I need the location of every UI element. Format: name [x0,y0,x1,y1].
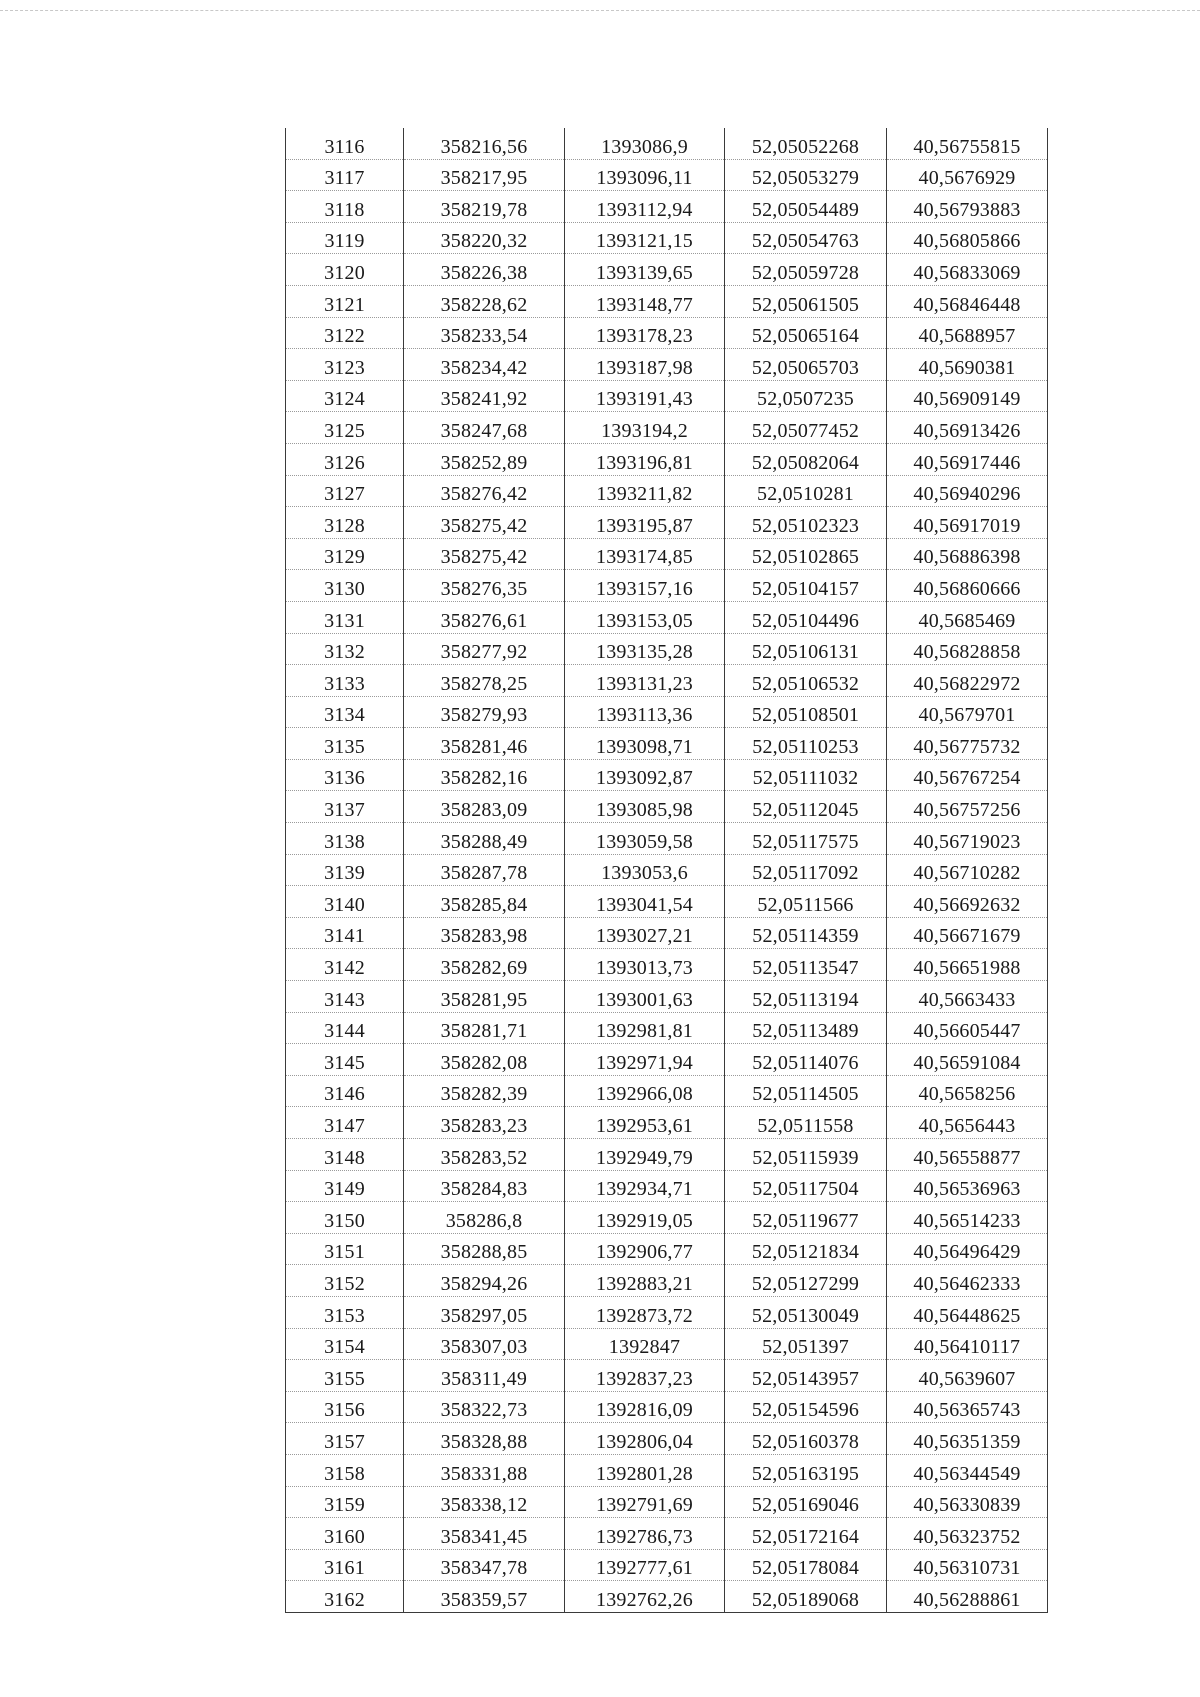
point-number-cell: 3147 [286,1107,404,1139]
latitude-cell: 52,05059728 [725,254,887,286]
latitude-cell: 52,05130049 [725,1296,887,1328]
y-coordinate-cell: 1393174,85 [565,538,725,570]
point-number-cell: 3126 [286,443,404,475]
table-row [286,665,1048,697]
point-number-cell: 3133 [286,665,404,697]
latitude-cell: 52,05054489 [725,191,887,223]
x-coordinate-cell: 358288,49 [404,823,565,855]
latitude-cell: 52,0511566 [725,886,887,918]
longitude-cell: 40,56448625 [887,1296,1048,1328]
point-number-cell: 3119 [286,222,404,254]
x-coordinate-cell: 358281,95 [404,981,565,1013]
x-coordinate-cell: 358282,08 [404,1044,565,1076]
longitude-cell: 40,56757256 [887,791,1048,823]
y-coordinate-cell: 1393001,63 [565,981,725,1013]
y-coordinate-cell: 1393053,6 [565,854,725,886]
table-row [286,791,1048,823]
longitude-cell: 40,56496429 [887,1233,1048,1265]
longitude-cell: 40,56651988 [887,949,1048,981]
longitude-cell: 40,56719023 [887,823,1048,855]
longitude-cell: 40,56755815 [887,128,1048,159]
x-coordinate-cell: 358285,84 [404,886,565,918]
point-number-cell: 3154 [286,1328,404,1360]
table-row [286,1202,1048,1234]
x-coordinate-cell: 358241,92 [404,380,565,412]
y-coordinate-cell: 1393013,73 [565,949,725,981]
point-number-cell: 3128 [286,507,404,539]
point-number-cell: 3141 [286,917,404,949]
y-coordinate-cell: 1393148,77 [565,285,725,317]
longitude-cell: 40,56886398 [887,538,1048,570]
table-row [286,128,1048,159]
longitude-cell: 40,56330839 [887,1486,1048,1518]
point-number-cell: 3130 [286,570,404,602]
point-number-cell: 3151 [286,1233,404,1265]
x-coordinate-cell: 358247,68 [404,412,565,444]
longitude-cell: 40,56767254 [887,759,1048,791]
latitude-cell: 52,0510281 [725,475,887,507]
y-coordinate-cell: 1392873,72 [565,1296,725,1328]
latitude-cell: 52,05106532 [725,665,887,697]
latitude-cell: 52,05065164 [725,317,887,349]
y-coordinate-cell: 1393085,98 [565,791,725,823]
latitude-cell: 52,05106131 [725,633,887,665]
table-row [286,1423,1048,1455]
longitude-cell: 40,56288861 [887,1581,1048,1613]
longitude-cell: 40,56323752 [887,1518,1048,1550]
latitude-cell: 52,05121834 [725,1233,887,1265]
y-coordinate-cell: 1393092,87 [565,759,725,791]
longitude-cell: 40,5679701 [887,696,1048,728]
point-number-cell: 3149 [286,1170,404,1202]
table-row [286,1139,1048,1171]
latitude-cell: 52,05052268 [725,128,887,159]
y-coordinate-cell: 1392966,08 [565,1075,725,1107]
table-row [286,601,1048,633]
latitude-cell: 52,05117575 [725,823,887,855]
table-row [286,1360,1048,1392]
longitude-cell: 40,56846448 [887,285,1048,317]
x-coordinate-cell: 358276,35 [404,570,565,602]
x-coordinate-cell: 358220,32 [404,222,565,254]
table-row [286,1328,1048,1360]
longitude-cell: 40,56558877 [887,1139,1048,1171]
latitude-cell: 52,05169046 [725,1486,887,1518]
x-coordinate-cell: 358322,73 [404,1391,565,1423]
point-number-cell: 3158 [286,1454,404,1486]
table-row [286,1454,1048,1486]
point-number-cell: 3122 [286,317,404,349]
x-coordinate-cell: 358331,88 [404,1454,565,1486]
point-number-cell: 3137 [286,791,404,823]
point-number-cell: 3159 [286,1486,404,1518]
table-row [286,1518,1048,1550]
y-coordinate-cell: 1393194,2 [565,412,725,444]
table-row [286,1233,1048,1265]
table-row [286,728,1048,760]
y-coordinate-cell: 1393157,16 [565,570,725,602]
y-coordinate-cell: 1392953,61 [565,1107,725,1139]
point-number-cell: 3116 [286,128,404,159]
longitude-cell: 40,56591084 [887,1044,1048,1076]
longitude-cell: 40,5688957 [887,317,1048,349]
longitude-cell: 40,56310731 [887,1549,1048,1581]
x-coordinate-cell: 358281,46 [404,728,565,760]
latitude-cell: 52,05102323 [725,507,887,539]
longitude-cell: 40,56710282 [887,854,1048,886]
point-number-cell: 3134 [286,696,404,728]
table-row [286,317,1048,349]
y-coordinate-cell: 1392801,28 [565,1454,725,1486]
latitude-cell: 52,05115939 [725,1139,887,1171]
y-coordinate-cell: 1393086,9 [565,128,725,159]
latitude-cell: 52,05160378 [725,1423,887,1455]
longitude-cell: 40,56805866 [887,222,1048,254]
latitude-cell: 52,05104496 [725,601,887,633]
point-number-cell: 3117 [286,159,404,191]
table-row [286,349,1048,381]
point-number-cell: 3123 [286,349,404,381]
point-number-cell: 3143 [286,981,404,1013]
table-row [286,1170,1048,1202]
longitude-cell: 40,56793883 [887,191,1048,223]
x-coordinate-cell: 358328,88 [404,1423,565,1455]
latitude-cell: 52,05113194 [725,981,887,1013]
table-row [286,191,1048,223]
latitude-cell: 52,05104157 [725,570,887,602]
y-coordinate-cell: 1393139,65 [565,254,725,286]
x-coordinate-cell: 358279,93 [404,696,565,728]
x-coordinate-cell: 358276,42 [404,475,565,507]
table-row [286,886,1048,918]
y-coordinate-cell: 1393196,81 [565,443,725,475]
latitude-cell: 52,05154596 [725,1391,887,1423]
table-row [286,507,1048,539]
table-row [286,1296,1048,1328]
longitude-cell: 40,56909149 [887,380,1048,412]
table-row [286,254,1048,286]
table-row [286,854,1048,886]
longitude-cell: 40,56917019 [887,507,1048,539]
y-coordinate-cell: 1393211,82 [565,475,725,507]
table-row [286,1486,1048,1518]
latitude-cell: 52,05163195 [725,1454,887,1486]
point-number-cell: 3139 [286,854,404,886]
longitude-cell: 40,5676929 [887,159,1048,191]
table-row [286,823,1048,855]
latitude-cell: 52,05114359 [725,917,887,949]
point-number-cell: 3138 [286,823,404,855]
y-coordinate-cell: 1393121,15 [565,222,725,254]
table-row [286,1549,1048,1581]
point-number-cell: 3125 [286,412,404,444]
table-row [286,1581,1048,1613]
table-row [286,949,1048,981]
scan-edge-line [0,10,1200,11]
latitude-cell: 52,05077452 [725,412,887,444]
x-coordinate-cell: 358341,45 [404,1518,565,1550]
point-number-cell: 3157 [286,1423,404,1455]
y-coordinate-cell: 1393112,94 [565,191,725,223]
latitude-cell: 52,05178084 [725,1549,887,1581]
x-coordinate-cell: 358275,42 [404,538,565,570]
table-row [286,759,1048,791]
latitude-cell: 52,05082064 [725,443,887,475]
point-number-cell: 3156 [286,1391,404,1423]
x-coordinate-cell: 358281,71 [404,1012,565,1044]
point-number-cell: 3155 [286,1360,404,1392]
y-coordinate-cell: 1392816,09 [565,1391,725,1423]
x-coordinate-cell: 358286,8 [404,1202,565,1234]
coordinate-table-body [286,128,1048,1612]
point-number-cell: 3121 [286,285,404,317]
x-coordinate-cell: 358288,85 [404,1233,565,1265]
y-coordinate-cell: 1392786,73 [565,1518,725,1550]
latitude-cell: 52,05111032 [725,759,887,791]
longitude-cell: 40,56605447 [887,1012,1048,1044]
latitude-cell: 52,05054763 [725,222,887,254]
table-row [286,633,1048,665]
x-coordinate-cell: 358216,56 [404,128,565,159]
longitude-cell: 40,56940296 [887,475,1048,507]
latitude-cell: 52,05113489 [725,1012,887,1044]
y-coordinate-cell: 1393131,23 [565,665,725,697]
y-coordinate-cell: 1393027,21 [565,917,725,949]
y-coordinate-cell: 1393135,28 [565,633,725,665]
y-coordinate-cell: 1393041,54 [565,886,725,918]
longitude-cell: 40,56917446 [887,443,1048,475]
y-coordinate-cell: 1393059,58 [565,823,725,855]
point-number-cell: 3153 [286,1296,404,1328]
table-row [286,222,1048,254]
x-coordinate-cell: 358234,42 [404,349,565,381]
point-number-cell: 3129 [286,538,404,570]
table-row [286,159,1048,191]
table-row [286,1044,1048,1076]
latitude-cell: 52,05053279 [725,159,887,191]
longitude-cell: 40,56692632 [887,886,1048,918]
longitude-cell: 40,56828858 [887,633,1048,665]
x-coordinate-cell: 358359,57 [404,1581,565,1613]
point-number-cell: 3127 [286,475,404,507]
longitude-cell: 40,56462333 [887,1265,1048,1297]
longitude-cell: 40,5658256 [887,1075,1048,1107]
y-coordinate-cell: 1393178,23 [565,317,725,349]
x-coordinate-cell: 358233,54 [404,317,565,349]
longitude-cell: 40,56860666 [887,570,1048,602]
y-coordinate-cell: 1393096,11 [565,159,725,191]
latitude-cell: 52,05065703 [725,349,887,381]
point-number-cell: 3148 [286,1139,404,1171]
table-row [286,538,1048,570]
x-coordinate-cell: 358287,78 [404,854,565,886]
y-coordinate-cell: 1392919,05 [565,1202,725,1234]
x-coordinate-cell: 358283,98 [404,917,565,949]
longitude-cell: 40,56410117 [887,1328,1048,1360]
table-row [286,1075,1048,1107]
y-coordinate-cell: 1393195,87 [565,507,725,539]
latitude-cell: 52,05102865 [725,538,887,570]
latitude-cell: 52,05127299 [725,1265,887,1297]
table-row [286,380,1048,412]
x-coordinate-cell: 358347,78 [404,1549,565,1581]
table-row [286,570,1048,602]
point-number-cell: 3162 [286,1581,404,1613]
x-coordinate-cell: 358283,52 [404,1139,565,1171]
x-coordinate-cell: 358297,05 [404,1296,565,1328]
y-coordinate-cell: 1392837,23 [565,1360,725,1392]
table-row [286,1107,1048,1139]
y-coordinate-cell: 1392806,04 [565,1423,725,1455]
longitude-cell: 40,56833069 [887,254,1048,286]
y-coordinate-cell: 1392934,71 [565,1170,725,1202]
point-number-cell: 3161 [286,1549,404,1581]
y-coordinate-cell: 1393187,98 [565,349,725,381]
point-number-cell: 3132 [286,633,404,665]
x-coordinate-cell: 358217,95 [404,159,565,191]
point-number-cell: 3150 [286,1202,404,1234]
longitude-cell: 40,5690381 [887,349,1048,381]
longitude-cell: 40,56671679 [887,917,1048,949]
point-number-cell: 3152 [286,1265,404,1297]
latitude-cell: 52,05061505 [725,285,887,317]
latitude-cell: 52,05143957 [725,1360,887,1392]
table-row [286,1391,1048,1423]
y-coordinate-cell: 1392847 [565,1328,725,1360]
table-row [286,285,1048,317]
table-row [286,412,1048,444]
latitude-cell: 52,05117092 [725,854,887,886]
y-coordinate-cell: 1392981,81 [565,1012,725,1044]
longitude-cell: 40,56365743 [887,1391,1048,1423]
longitude-cell: 40,56913426 [887,412,1048,444]
coordinate-table [285,128,1048,1613]
latitude-cell: 52,05117504 [725,1170,887,1202]
y-coordinate-cell: 1392777,61 [565,1549,725,1581]
y-coordinate-cell: 1392791,69 [565,1486,725,1518]
point-number-cell: 3142 [286,949,404,981]
longitude-cell: 40,5685469 [887,601,1048,633]
x-coordinate-cell: 358282,16 [404,759,565,791]
x-coordinate-cell: 358275,42 [404,507,565,539]
point-number-cell: 3135 [286,728,404,760]
y-coordinate-cell: 1392883,21 [565,1265,725,1297]
x-coordinate-cell: 358283,23 [404,1107,565,1139]
latitude-cell: 52,05189068 [725,1581,887,1613]
table-row [286,917,1048,949]
x-coordinate-cell: 358226,38 [404,254,565,286]
latitude-cell: 52,05172164 [725,1518,887,1550]
longitude-cell: 40,56775732 [887,728,1048,760]
latitude-cell: 52,0511558 [725,1107,887,1139]
latitude-cell: 52,05113547 [725,949,887,981]
y-coordinate-cell: 1393191,43 [565,380,725,412]
point-number-cell: 3131 [286,601,404,633]
x-coordinate-cell: 358338,12 [404,1486,565,1518]
longitude-cell: 40,56536963 [887,1170,1048,1202]
latitude-cell: 52,05114505 [725,1075,887,1107]
latitude-cell: 52,0507235 [725,380,887,412]
point-number-cell: 3145 [286,1044,404,1076]
y-coordinate-cell: 1393153,05 [565,601,725,633]
point-number-cell: 3136 [286,759,404,791]
x-coordinate-cell: 358283,09 [404,791,565,823]
table-row [286,475,1048,507]
longitude-cell: 40,56822972 [887,665,1048,697]
longitude-cell: 40,5639607 [887,1360,1048,1392]
x-coordinate-cell: 358284,83 [404,1170,565,1202]
x-coordinate-cell: 358228,62 [404,285,565,317]
y-coordinate-cell: 1393098,71 [565,728,725,760]
document-page [285,128,1047,1613]
table-row [286,1012,1048,1044]
longitude-cell: 40,5656443 [887,1107,1048,1139]
table-row [286,696,1048,728]
y-coordinate-cell: 1392971,94 [565,1044,725,1076]
point-number-cell: 3140 [286,886,404,918]
latitude-cell: 52,05110253 [725,728,887,760]
latitude-cell: 52,05112045 [725,791,887,823]
x-coordinate-cell: 358282,39 [404,1075,565,1107]
x-coordinate-cell: 358278,25 [404,665,565,697]
latitude-cell: 52,05108501 [725,696,887,728]
longitude-cell: 40,56351359 [887,1423,1048,1455]
x-coordinate-cell: 358282,69 [404,949,565,981]
y-coordinate-cell: 1392906,77 [565,1233,725,1265]
x-coordinate-cell: 358294,26 [404,1265,565,1297]
point-number-cell: 3124 [286,380,404,412]
x-coordinate-cell: 358219,78 [404,191,565,223]
latitude-cell: 52,05119677 [725,1202,887,1234]
x-coordinate-cell: 358276,61 [404,601,565,633]
latitude-cell: 52,051397 [725,1328,887,1360]
point-number-cell: 3160 [286,1518,404,1550]
longitude-cell: 40,56514233 [887,1202,1048,1234]
x-coordinate-cell: 358311,49 [404,1360,565,1392]
x-coordinate-cell: 358252,89 [404,443,565,475]
x-coordinate-cell: 358307,03 [404,1328,565,1360]
table-row [286,1265,1048,1297]
point-number-cell: 3146 [286,1075,404,1107]
longitude-cell: 40,56344549 [887,1454,1048,1486]
table-row [286,981,1048,1013]
table-row [286,443,1048,475]
point-number-cell: 3118 [286,191,404,223]
point-number-cell: 3144 [286,1012,404,1044]
y-coordinate-cell: 1392762,26 [565,1581,725,1613]
y-coordinate-cell: 1392949,79 [565,1139,725,1171]
x-coordinate-cell: 358277,92 [404,633,565,665]
y-coordinate-cell: 1393113,36 [565,696,725,728]
latitude-cell: 52,05114076 [725,1044,887,1076]
point-number-cell: 3120 [286,254,404,286]
longitude-cell: 40,5663433 [887,981,1048,1013]
